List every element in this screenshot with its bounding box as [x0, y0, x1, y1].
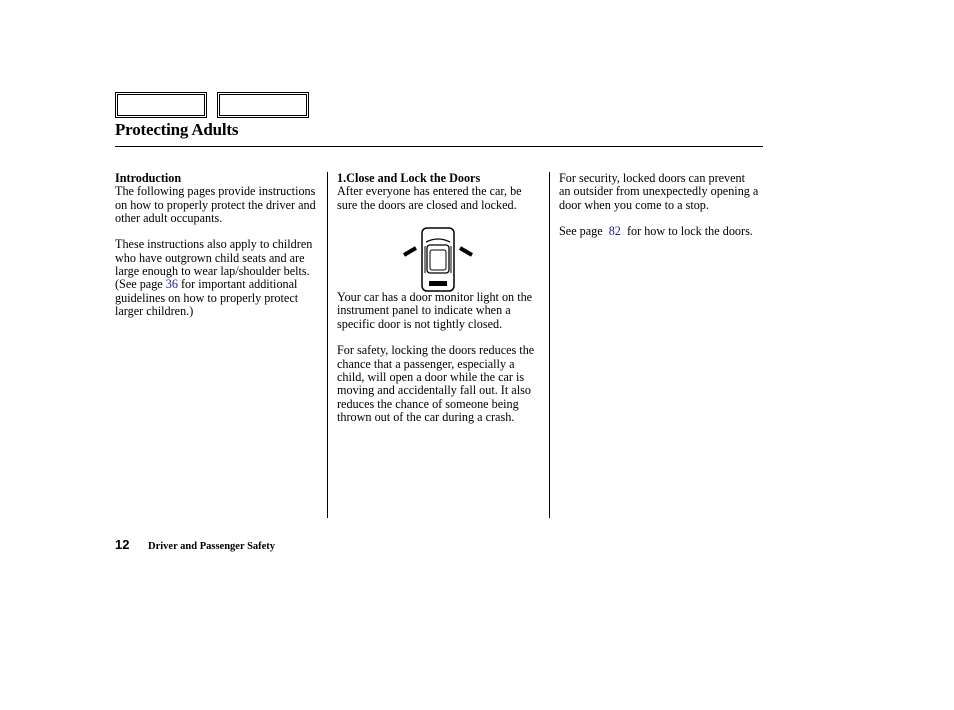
column-divider-1	[327, 172, 328, 518]
children-text-end: for important additional guidelines on how to properly protect larger children.)	[115, 277, 299, 318]
page-36-link[interactable]: 36	[165, 277, 178, 292]
title-rule	[115, 146, 763, 147]
page-number: 12	[115, 537, 130, 552]
column-close-lock-doors	[337, 172, 544, 437]
close-lock-heading: 1.Close and Lock the Doors	[337, 171, 481, 185]
children-paragraph	[115, 238, 320, 318]
car-door-monitor-icon	[402, 226, 476, 294]
introduction-paragraph: The following pages provide instructions on how to properly protect the driver and other adult occupants.	[115, 184, 316, 225]
see-page-text-start: See page	[559, 224, 606, 239]
header-tab-box-left	[115, 92, 207, 118]
page-82-link[interactable]: 82	[608, 224, 621, 239]
close-lock-paragraph: After everyone has entered the car, be sure the doors are closed and locked.	[337, 184, 522, 212]
door-monitor-paragraph: Your car has a door monitor light on the instrument panel to indicate when a specific door is not tightly closed.	[337, 290, 533, 331]
section-name: Driver and Passenger Safety	[148, 541, 276, 552]
safety-paragraph: For safety, locking the doors reduces the chance that a passenger, especially a child, will open a door while the car is moving and accidentally fall out. It also reduces the chance of someone being thrown out of the car during a crash.	[337, 343, 535, 424]
security-paragraph: For security, locked doors can prevent an outsider from unexpectedly opening a door when you come to a stop.	[559, 171, 759, 212]
column-introduction	[115, 172, 320, 332]
column-divider-2	[549, 172, 550, 518]
see-page-text-end: for how to lock the doors.	[623, 224, 753, 239]
children-text-start: These instructions also apply to children who have outgrown child seats and are large enough to wear lap/shoulder belts. (See page	[115, 237, 313, 292]
page-title: Protecting Adults	[115, 120, 239, 139]
introduction-heading: Introduction	[115, 171, 182, 185]
header-tab-box-right	[217, 92, 309, 118]
see-page-paragraph	[559, 225, 759, 238]
column-security	[559, 172, 759, 252]
